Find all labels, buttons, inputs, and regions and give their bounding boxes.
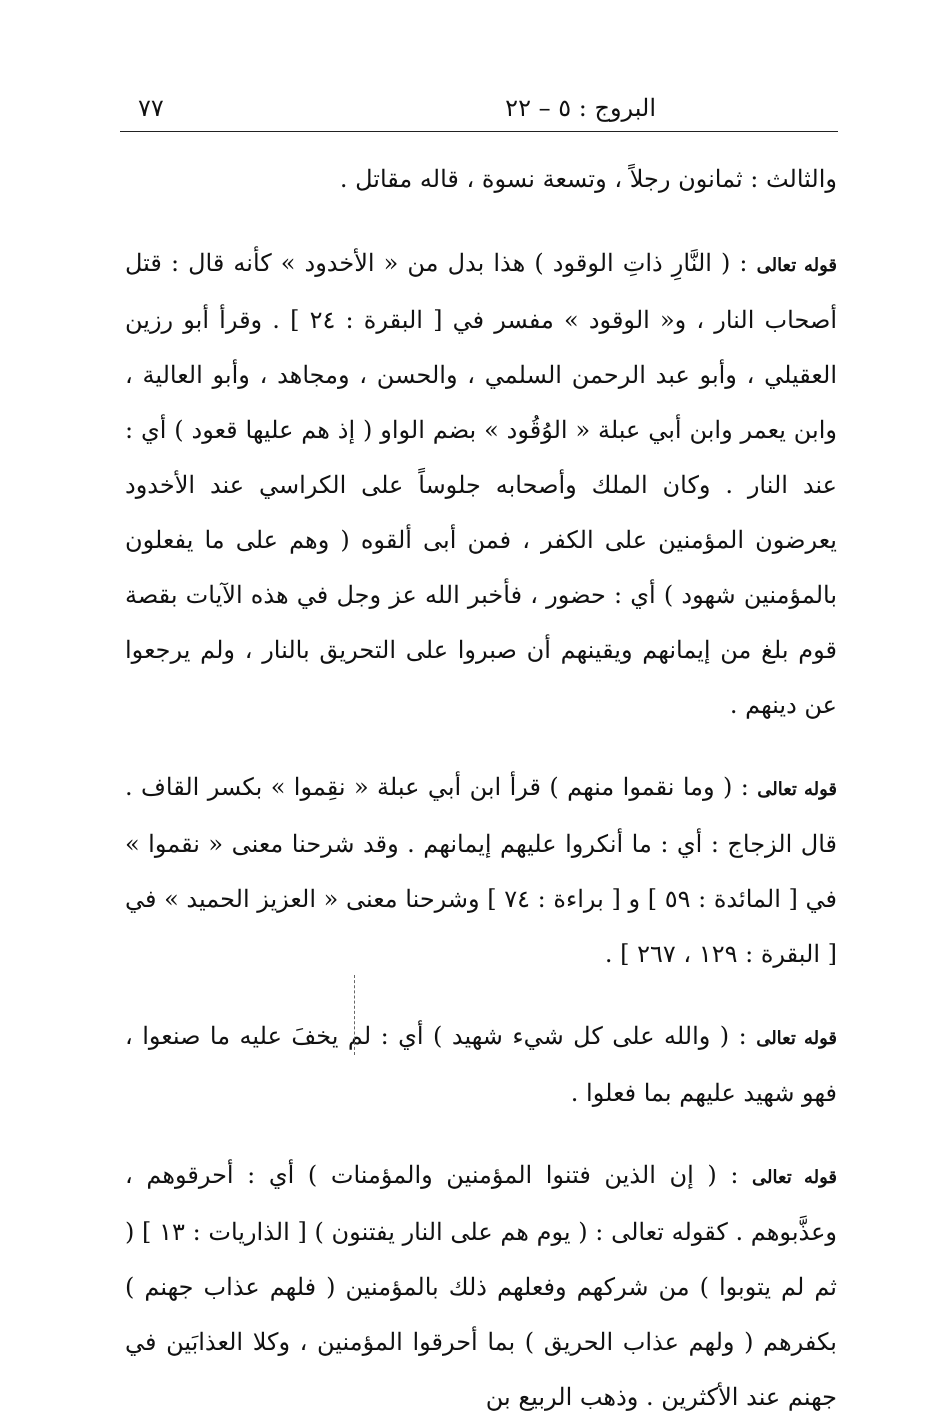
paragraph bbox=[125, 236, 837, 733]
paragraph-label: قوله تعالى bbox=[752, 1167, 837, 1188]
paragraph bbox=[125, 1148, 837, 1425]
paragraph bbox=[125, 152, 837, 209]
running-title: البروج : ٥ – ٢٢ bbox=[505, 94, 656, 122]
paragraph-text: : ( إن الذين فتنوا المؤمنين والمؤمنات ) أي : أحرقوهم ، وعذَّبوهم . كقوله تعالى : ( يوم هم على النار يفتنون ) [ الذاريات : ١٣ ] ( ثم لم يتوبوا ) من شركهم وفعلهم ذلك بالمؤمنين ( فلهم عذاب جهنم ) بكفرهم ( ولهم عذاب الحريق ) بما أحرقوا المؤمنين ، وكلا العذابَين في جهنم عند الأكثرين . وذهب الربيع بن bbox=[125, 1161, 838, 1411]
header-rule bbox=[120, 131, 838, 132]
paragraph-text: : ( النَّارِ ذاتِ الوقود ) هذا بدل من « الأخدود » كأنه قال : قتل أصحاب النار ، و« الوقود » مفسر في [ البقرة : ٢٤ ] . وقرأ أبو رزين العقيلي ، وأبو عبد الرحمن السلمي ، والحسن ، ومجاهد ، وأبو العالية ، وابن يعمر وابن أبي عبلة « الوُقُود » بضم الواو ( إذ هم عليها قعود ) أي : عند النار . وكان الملك وأصحابه جلوساً على الكراسي عند الأخدود يعرضون المؤمنين على الكفر ، فمن أبى ألقوه ( وهم على ما يفعلون بالمؤمنين شهود ) أي : حضور ، فأخبر الله عز وجل في هذه الآيات بقصة قوم بلغ من إيمانهم ويقينهم أن صبروا على التحريق بالنار ، ولم يرجعوا عن دينهم . bbox=[125, 249, 837, 719]
scan-artifact-line bbox=[354, 975, 355, 1055]
paragraph bbox=[125, 1009, 837, 1121]
paragraph-label: قوله تعالى bbox=[756, 255, 837, 276]
paragraph-text: : ( وما نقموا منهم ) قرأ ابن أبي عبلة « نقِموا » بكسر القاف . قال الزجاج : أي : ما أنكروا عليهم إيمانهم . وقد شرحنا معنى « نقموا » في [ المائدة : ٥٩ ] و [ براءة : ٧٤ ] وشرحنا معنى « العزيز الحميد » في [ البقرة : ١٢٩ ، ٢٦٧ ] . bbox=[125, 773, 837, 968]
paragraph-text: : ( والله على كل شيء شهيد ) أي : لم يخفَ عليه ما صنعوا ، فهو شهيد عليهم بما فعلوا . bbox=[125, 1022, 837, 1107]
page-number: ٧٧ bbox=[138, 94, 164, 122]
body-text bbox=[125, 152, 837, 1425]
paragraph-label: قوله تعالى bbox=[756, 1028, 837, 1049]
paragraph-label: قوله تعالى bbox=[757, 779, 837, 800]
paragraph-text: والثالث : ثمانون رجلاً ، وتسعة نسوة ، قاله مقاتل . bbox=[339, 165, 837, 193]
paragraph bbox=[125, 760, 837, 982]
page-header bbox=[120, 88, 816, 128]
